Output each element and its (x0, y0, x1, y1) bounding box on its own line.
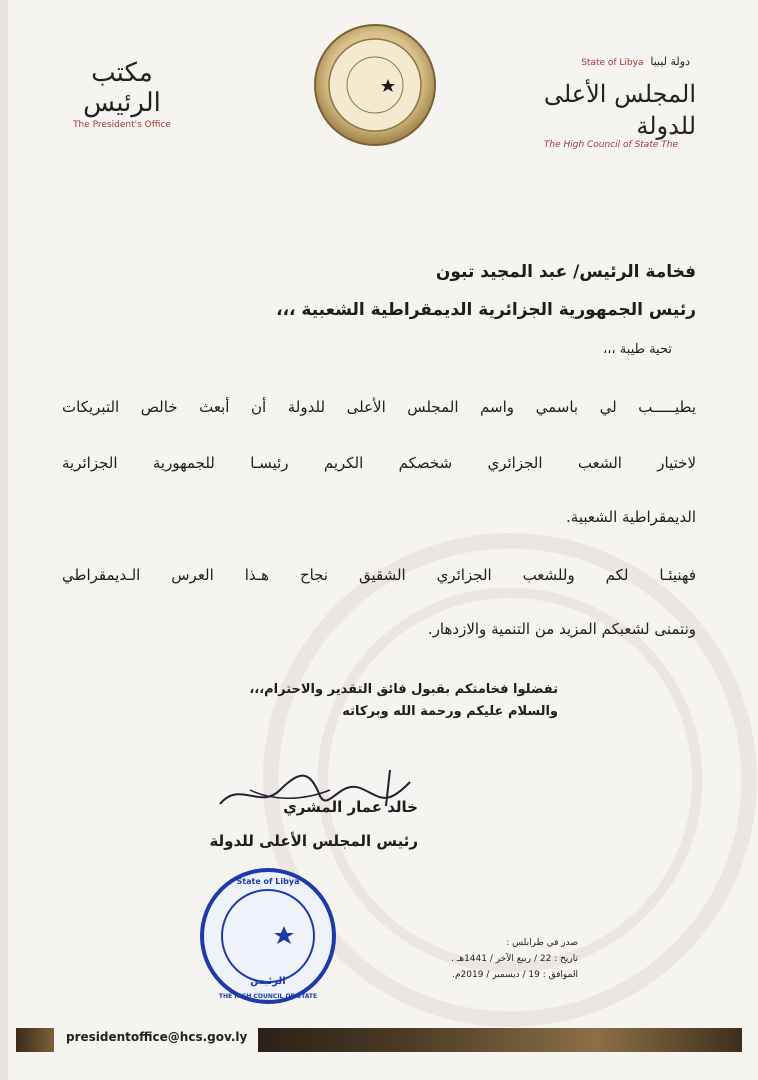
footer-bar-right (258, 1028, 742, 1052)
presidents-office-english: The President's Office (73, 120, 171, 130)
signatory-title: رئيس المجلس الأعلى للدولة (209, 832, 418, 850)
presidents-office-logo (52, 58, 192, 130)
high-council-logo (500, 46, 700, 150)
closing-line-1: تفضلوا فخامتكم بقبول فائق التقدير والاحترام،،، (249, 682, 558, 697)
high-council-english: The High Council of State The (543, 140, 678, 150)
official-seal-icon (198, 866, 338, 1006)
greeting: تحية طيبة ،،، (603, 342, 672, 357)
paragraph-2-line-2: ونتمنى لشعبكم المزيد من التنمية والازدهار. (427, 620, 696, 638)
paragraph-1-line-3: الديمقراطية الشعبية. (566, 508, 696, 526)
recipient-title: رئيس الجمهورية الجزائرية الديمقراطية الشعبية ،،، (276, 300, 696, 320)
page-edge (0, 0, 8, 1080)
seal-top-text: State of Libya (236, 877, 300, 886)
high-council-arabic: المجلس الأعلى للدولة (543, 80, 696, 140)
paragraph-1-line-1: يطيـــــب لي باسمي واسم المجلس الأعلى للدولة أن أبعث خالص التبريكات (62, 398, 696, 416)
seal-bottom-text: THE HIGH COUNCIL OF STATE (218, 993, 318, 1000)
state-of-libya-label: State of Libya دولة ليبيا (581, 55, 690, 68)
recipient-name: فخامة الرئيس/ عبد المجيد تبون (435, 262, 696, 282)
footer-bar-left (16, 1028, 54, 1052)
footer-email[interactable]: presidentoffice@hcs.gov.ly (66, 1030, 248, 1044)
hcs-emblem-icon (312, 22, 438, 148)
closing-line-2: والسلام عليكم ورحمة الله وبركاته (342, 704, 558, 719)
paragraph-1-line-2: لاختيار الشعب الجزائري شخصكم الكريم رئيسـا للجمهورية الجزائرية (62, 454, 696, 472)
gregorian-date: الموافق : 19 / ديسمبر / 2019م. (452, 970, 578, 980)
issued-place: صدر في طرابلس : (506, 938, 578, 948)
hijri-date: تاريخ : 22 / ربيع الآخر / 1441هـ . (450, 954, 578, 964)
signatory-name: خالد عمار المشري (283, 798, 418, 816)
paragraph-2-line-1: فهنيئـا لكم وللشعب الجزائري الشقيق نجاح هـذا العرس الـديمقراطي (62, 566, 696, 584)
presidents-office-arabic: مكتب الرئيس (83, 58, 161, 118)
seal-center-text: الرئيس (250, 976, 286, 987)
